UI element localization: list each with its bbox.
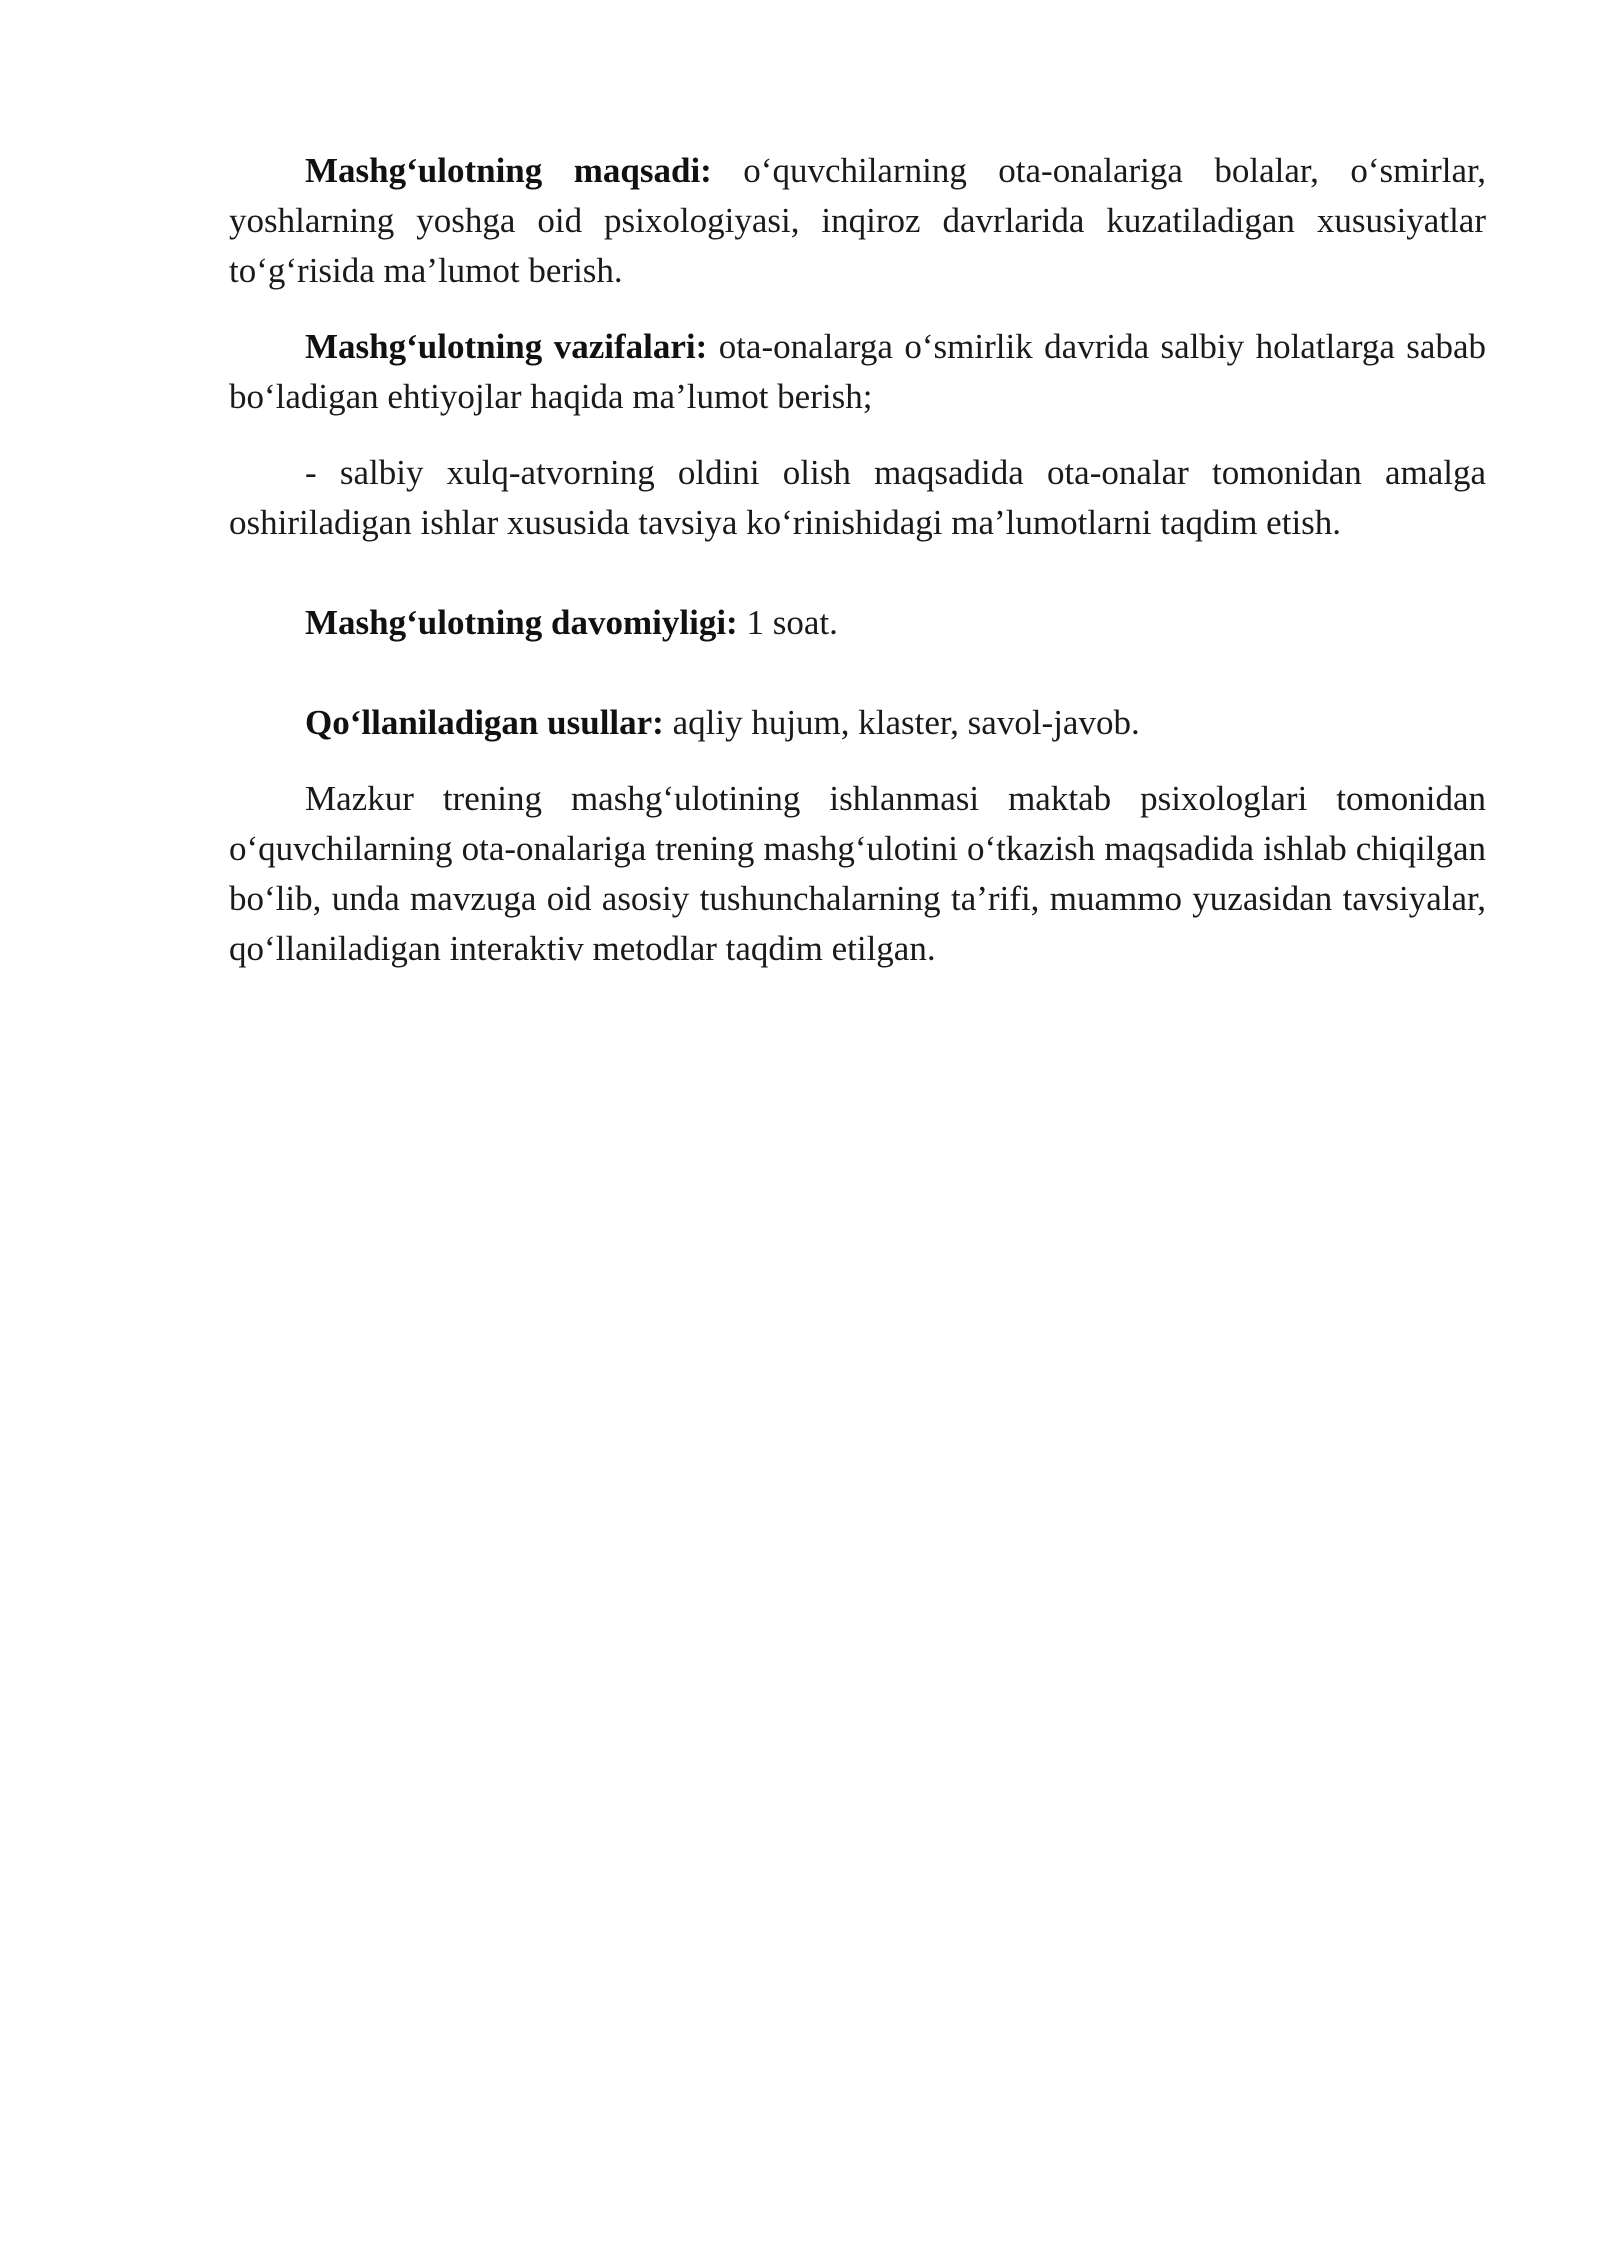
paragraph-text: o‘quvchilarning ota-onalariga bolalar, o‘smirlar, yoshlarning yoshga oid psixologiyasi, inqiroz davrlarida kuzatiladigan xususiyatlar to‘g‘risida ma’lumot berish. [229, 151, 1486, 290]
paragraph-task-item [229, 448, 1486, 548]
paragraph-text: - salbiy xulq-atvorning oldini olish maqsadida ota-onalar tomonidan amalga oshiriladigan ishlar xususida tavsiya ko‘rinishidagi ma’lumotlarni taqdim etish. [229, 453, 1486, 542]
paragraph-text: Mazkur trening mashg‘ulotining ishlanmasi maktab psixologlari tomonidan o‘quvchilarning ota-onalariga trening mashg‘ulotini o‘tkazish maqsadida ishlab chiqilgan bo‘lib, unda mavzuga oid asosiy tushunchalarning ta’rifi, muammo yuzasidan tavsiyalar, qo‘llaniladigan interaktiv metodlar taqdim etilgan. [229, 779, 1486, 968]
paragraph-summary [229, 774, 1486, 974]
paragraph-goal [229, 146, 1486, 296]
paragraph-label: Mashg‘ulotning davomiyligi: [305, 603, 738, 642]
paragraph-text: ota-onalarga o‘smirlik davrida salbiy holatlarga sabab bo‘ladigan ehtiyojlar haqida ma’lumot berish; [229, 327, 1486, 416]
paragraph-tasks [229, 322, 1486, 422]
paragraph-text: aqliy hujum, klaster, savol-javob. [663, 703, 1140, 742]
document-body [229, 146, 1486, 974]
paragraph-duration [229, 598, 1486, 648]
paragraph-label: Qo‘llaniladigan usullar: [305, 703, 664, 742]
paragraph-text: 1 soat. [737, 603, 838, 642]
paragraph-methods [229, 698, 1486, 748]
paragraph-label: Mashg‘ulotning vazifalari: [305, 327, 708, 366]
paragraph-label: Mashg‘ulotning maqsadi: [305, 151, 712, 190]
